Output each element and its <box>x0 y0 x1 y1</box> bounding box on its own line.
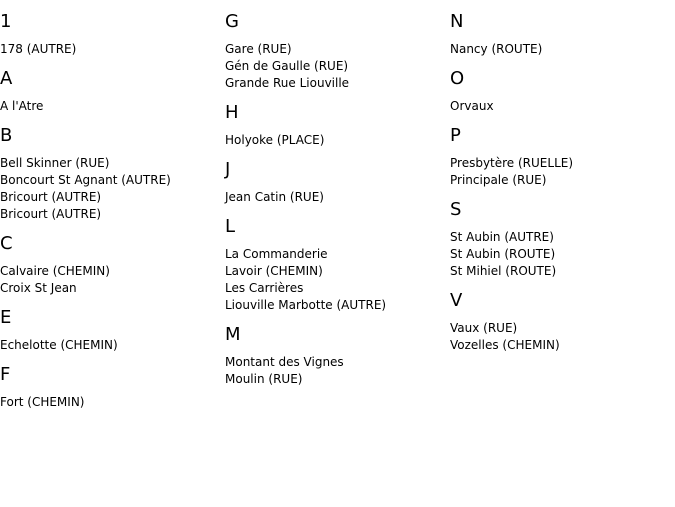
letter-group <box>225 9 445 92</box>
letter-heading: N <box>450 11 464 32</box>
street-entry[interactable]: Moulin (RUE) <box>225 372 303 386</box>
street-entry[interactable]: Bricourt (AUTRE) <box>0 207 102 221</box>
street-entry[interactable]: Calvaire (CHEMIN) <box>0 264 110 278</box>
street-entry[interactable]: St Aubin (AUTRE) <box>450 230 554 244</box>
letter-heading: V <box>450 290 463 311</box>
letter-heading: G <box>225 11 239 32</box>
street-list <box>450 229 670 280</box>
street-entry[interactable]: A l'Atre <box>0 99 44 113</box>
letter-heading: L <box>225 216 236 237</box>
street-entry[interactable]: Holyoke (PLACE) <box>225 133 325 147</box>
street-list <box>450 155 670 189</box>
street-entry[interactable]: Lavoir (CHEMIN) <box>225 264 323 278</box>
letter-heading: O <box>450 68 465 89</box>
letter-group <box>0 123 220 223</box>
letter-heading: M <box>225 324 241 345</box>
street-entry[interactable]: Principale (RUE) <box>450 173 547 187</box>
letter-group <box>0 231 220 297</box>
street-list <box>225 354 445 388</box>
street-list <box>0 394 220 411</box>
letter-group <box>450 288 670 354</box>
letter-heading: F <box>0 364 11 385</box>
street-list <box>0 263 220 297</box>
letter-heading: B <box>0 125 13 146</box>
letter-heading: A <box>0 68 13 89</box>
street-list <box>0 41 220 58</box>
street-entry[interactable]: Montant des Vignes <box>225 355 344 369</box>
letter-heading: H <box>225 102 239 123</box>
index-column <box>0 9 220 419</box>
street-entry[interactable]: Presbytère (RUELLE) <box>450 156 574 170</box>
street-entry[interactable]: St Aubin (ROUTE) <box>450 247 556 261</box>
street-list <box>225 189 445 206</box>
street-entry[interactable]: Gén de Gaulle (RUE) <box>225 59 349 73</box>
street-entry[interactable]: 178 (AUTRE) <box>0 42 77 56</box>
street-entry[interactable]: Vaux (RUE) <box>450 321 518 335</box>
letter-group <box>225 100 445 149</box>
street-entry[interactable]: Croix St Jean <box>0 281 77 295</box>
street-entry[interactable]: Grande Rue Liouville <box>225 76 350 90</box>
street-entry[interactable]: Boncourt St Agnant (AUTRE) <box>0 173 171 187</box>
letter-group <box>450 9 670 58</box>
street-entry[interactable]: Liouville Marbotte (AUTRE) <box>225 298 387 312</box>
letter-heading: 1 <box>0 11 12 32</box>
street-entry[interactable]: Bricourt (AUTRE) <box>0 190 102 204</box>
street-entry[interactable]: Orvaux <box>450 99 494 113</box>
street-entry[interactable]: St Mihiel (ROUTE) <box>450 264 557 278</box>
letter-heading: S <box>450 199 462 220</box>
street-list <box>225 132 445 149</box>
street-list <box>0 155 220 223</box>
letter-heading: C <box>0 233 13 254</box>
letter-group <box>450 66 670 115</box>
street-list <box>450 98 670 115</box>
street-entry[interactable]: La Commanderie <box>225 247 328 261</box>
street-entry[interactable]: Fort (CHEMIN) <box>0 395 85 409</box>
letter-heading: P <box>450 125 461 146</box>
letter-group <box>0 362 220 411</box>
street-entry[interactable]: Jean Catin (RUE) <box>225 190 324 204</box>
letter-group <box>0 9 220 58</box>
street-list <box>225 246 445 314</box>
letter-heading: E <box>0 307 12 328</box>
letter-group <box>0 66 220 115</box>
letter-group <box>450 123 670 189</box>
street-list <box>0 337 220 354</box>
street-entry[interactable]: Nancy (ROUTE) <box>450 42 543 56</box>
index-column <box>450 9 670 362</box>
street-entry[interactable]: Bell Skinner (RUE) <box>0 156 110 170</box>
street-entry[interactable]: Vozelles (CHEMIN) <box>450 338 560 352</box>
street-list <box>450 320 670 354</box>
letter-group <box>225 214 445 314</box>
letter-group <box>225 157 445 206</box>
street-entry[interactable]: Gare (RUE) <box>225 42 292 56</box>
street-list <box>450 41 670 58</box>
street-entry[interactable]: Les Carrières <box>225 281 304 295</box>
letter-group <box>0 305 220 354</box>
index-column <box>225 9 445 396</box>
letter-group <box>450 197 670 280</box>
street-list <box>225 41 445 92</box>
street-entry[interactable]: Echelotte (CHEMIN) <box>0 338 118 352</box>
street-list <box>0 98 220 115</box>
letter-heading: J <box>225 159 231 180</box>
letter-group <box>225 322 445 388</box>
